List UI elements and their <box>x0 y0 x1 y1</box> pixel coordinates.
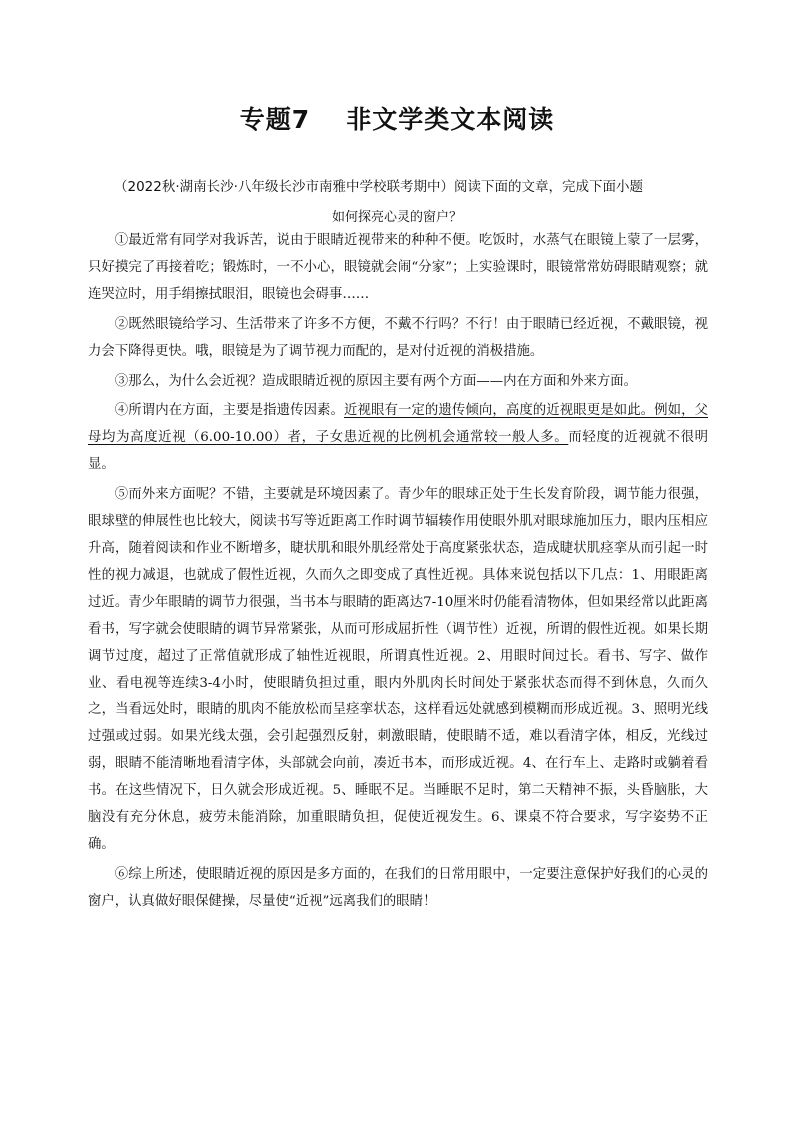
question-source: （2022秋·湖南长沙·八年级长沙市南雅中学校联考期中）阅读下面的文章，完成下面小题 <box>114 179 643 195</box>
article-title: 如何探亮心灵的窗户？ <box>331 210 462 225</box>
paragraph-2: ②既然眼镜给学习、生活带来了许多不方便，不戴不行吗？不行！由于眼睛已经近视，不戴眼镜，视力会下降得更快。哦，眼镜是为了调节视力而配的，是对付近视的消极措施。 <box>88 316 708 359</box>
paragraph-1: ①最近常有同学对我诉苦，说由于眼睛近视带来的种种不便。吃饭时，水蒸气在眼镜上蒙了一层雾，只好摸完了再接着吃；锻炼时，一不小心，眼镜就会闹“分家”；上实验课时，眼镜常常妨碍眼睛观察；就连哭泣时，用手绢擦拭眼泪，眼镜也会碍事…… <box>88 233 708 302</box>
paragraph-5: ⑤而外来方面呢？不错，主要就是环境因素了。青少年的眼球正处于生长发育阶段，调节能力很强，眼球壁的伸展性也比较大，阅读书写等近距离工作时调节辐辏作用使眼外肌对眼球施加压力，眼内压相应升高，随着阅读和作业不断增多，睫状肌和眼外肌经常处于高度紧张状态，造成睫状肌痉挛从而引起一时性的视力减退，也就成了假性近视，久而久之即变成了真性近视。具体来说包括以下几点：1、用眼距离过近。青少年眼睛的调节力很强，当书本与眼睛的距离达7-10厘米时仍能看清物体，但如果经常以此距离看书，写字就会使眼睛的调节异常紧张，从而可形成屈折性（调节性）近视，所谓的假性近视。如果长期调节过度，超过了正常值就形成了轴性近视眼，所谓真性近视。2、用眼时间过长。看书、写字、做作业、看电视等连续3-4小时，使眼睛负担过重，眼内外肌肉长时间处于紧张状态而得不到休息，久而久之，当看远处时，眼睛的肌肉不能放松而呈痉挛状态，这样看远处就感到模糊而形成近视。3、照明光线过强或过弱。如果光线太强，会引起强烈反射，刺激眼睛，使眼睛不适，难以看清字体，相反，光线过弱，眼睛不能清晰地看清字体，头部就会向前，凑近书本，而形成近视。4、在行车上、走路时或躺着看书。在这些情况下，日久就会形成近视。5、睡眠不足。当睡眠不足时，第二天精神不振，头昏脑胀，大脑没有充分休息，疲劳未能消除，加重眼睛负担，促使近视发生。6、课桌不符合要求，写字姿势不正确。 <box>88 487 708 852</box>
paragraph-6: ⑥综上所述，使眼睛近视的原因是多方面的，在我们的日常用眼中，一定要注意保护好我们的心灵的窗户，认真做好眼保健操，尽量使“近视”远离我们的眼睛！ <box>88 866 708 909</box>
paragraph-4-tail: 而轻度的近视就不很明显。 <box>88 430 708 473</box>
article-body <box>88 228 708 916</box>
paragraph-3: ③那么，为什么会近视？造成眼睛近视的原因主要有两个方面——内在方面和外来方面。 <box>114 373 638 389</box>
paragraph-4-lead: ④所谓内在方面，主要是指遗传因素。 <box>114 403 345 419</box>
underlined-sentence: 近视眼有一定的遗传倾向，高度的近视眼更是如此。例如，父母均为高度近视（6.00-10.00）者，子女患近视的比例机会通常较一般人多。 <box>88 403 709 446</box>
title-topic: 非文学类文本阅读 <box>346 105 555 134</box>
paragraph-4 <box>88 398 708 479</box>
title-label: 专题7 <box>239 105 311 134</box>
page-title <box>0 100 794 136</box>
